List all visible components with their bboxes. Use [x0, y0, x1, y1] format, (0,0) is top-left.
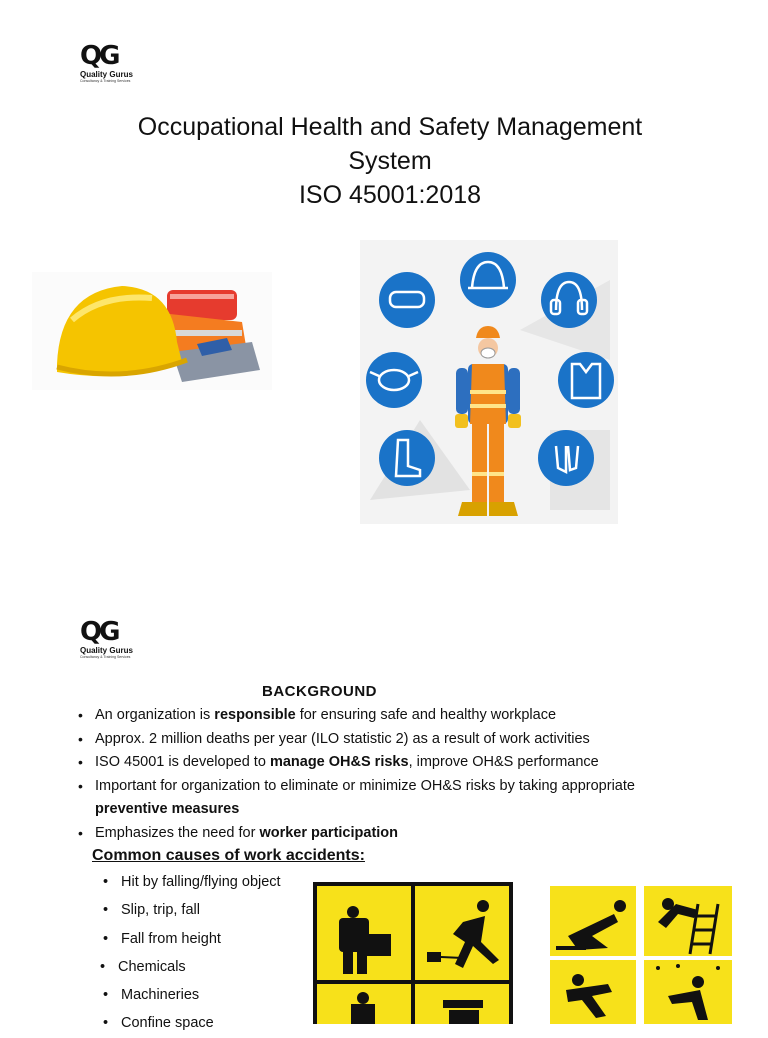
ladder-fall-sign	[644, 886, 732, 956]
background-bullet: • ISO 45001 is developed to manage OH&S risks, improve OH&S performance	[78, 751, 678, 775]
logo-name-2: Quality Gurus	[80, 646, 133, 655]
background-list	[78, 704, 678, 845]
ppe-diagram	[360, 240, 618, 524]
company-logo-2	[80, 618, 140, 668]
background-heading: BACKGROUND	[262, 683, 377, 700]
logo-name: Quality Gurus	[80, 70, 133, 79]
goggles-icon	[379, 272, 435, 328]
hazard-signs-grid	[313, 882, 513, 1024]
background-bullet: • An organization is responsible for ensuring safe and healthy workplace	[78, 704, 678, 728]
background-bullet: • Important for organization to eliminate or minimize OH&S risks by taking appropriate preventive measures	[78, 775, 635, 822]
background-bullet: • Approx. 2 million deaths per year (ILO statistic 2) as a result of work activities	[78, 728, 678, 752]
logo-mark-2: QG	[80, 617, 118, 647]
title-line-1: Occupational Health and Safety Management	[137, 113, 643, 141]
company-logo	[80, 42, 140, 92]
cause-item: • Fall from height	[103, 925, 313, 953]
title-line-3: ISO 45001:2018	[298, 181, 482, 209]
hard-hat-photo	[32, 272, 272, 390]
background-bullet: • Emphasizes the need for worker participation	[78, 822, 678, 846]
mask-icon	[366, 352, 422, 408]
helmet-icon	[460, 252, 516, 308]
logo-tagline: Consultancy & Training Services	[80, 79, 131, 83]
causes-heading: Common causes of work accidents:	[92, 847, 365, 864]
fall-hazard-signs	[548, 884, 734, 1024]
vest-icon	[558, 352, 614, 408]
page-title	[0, 110, 768, 212]
ear-protection-icon	[541, 272, 597, 328]
cause-item: • Hit by falling/flying object	[103, 868, 313, 896]
causes-list	[103, 868, 313, 1038]
cause-item: • Chemicals	[100, 953, 310, 981]
title-line-2: System	[348, 147, 432, 175]
cause-item: • Confine space	[103, 1009, 313, 1037]
logo-tagline-2: Consultancy & Training Services	[80, 655, 131, 659]
cause-item: • Machineries	[103, 981, 313, 1009]
logo-mark: QG	[80, 41, 118, 71]
cause-item: • Slip, trip, fall	[103, 896, 313, 924]
